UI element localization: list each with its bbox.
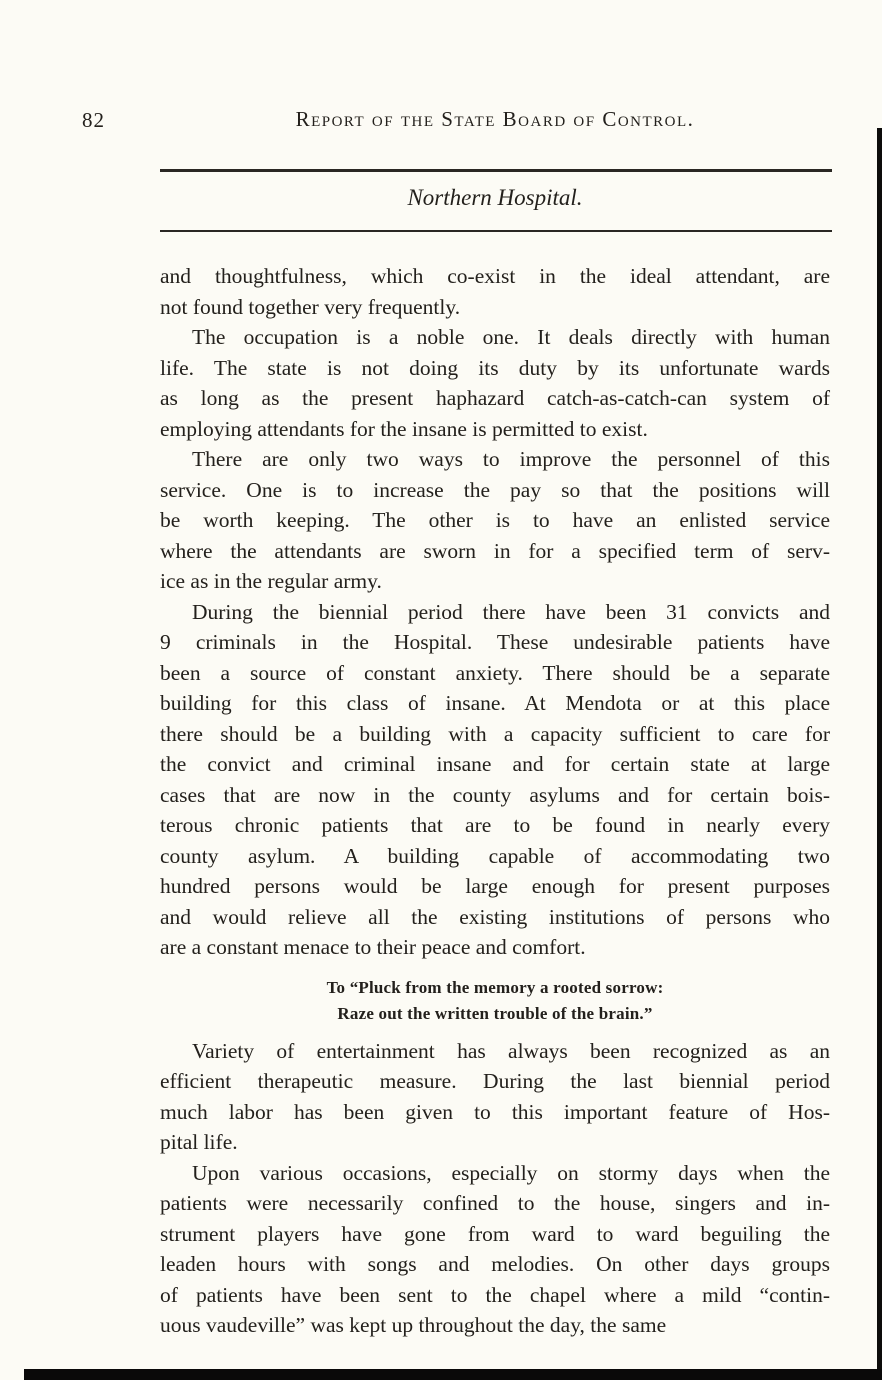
text-line: To “Pluck from the memory a rooted sorrow: [326, 977, 664, 997]
text-line: of patients have been sent to the chapel where a mild “contin- [160, 1282, 830, 1307]
paragraph [160, 1158, 830, 1341]
text-line: much labor has been given to this important feature of Hos- [160, 1099, 830, 1124]
text-line: hundred persons would be large enough for present purposes [160, 874, 830, 898]
text-line: The occupation is a noble one. It deals directly with human [192, 325, 830, 349]
text-line: are a constant menace to their peace and comfort. [160, 935, 586, 959]
text-line: employing attendants for the insane is permitted to exist. [160, 416, 648, 441]
text-line: terous chronic patients that are to be found in nearly every [160, 813, 830, 837]
text-line: life. The state is not doing its duty by its unfortunate wards [160, 355, 830, 380]
page-number: 82 [82, 108, 105, 132]
text-line: 9 criminals in the Hospital. These undesirable patients have [160, 630, 830, 654]
scan-edge-bottom [24, 1369, 882, 1380]
body-text [160, 261, 830, 1341]
text-line: pital life. [160, 1130, 238, 1154]
text-line: the convict and criminal insane and for certain state at large [160, 752, 830, 776]
text-line: service. One is to increase the pay so that the positions will [160, 477, 830, 502]
section-title: Northern Hospital. [407, 185, 583, 210]
divider-rule-bottom [160, 230, 832, 232]
text-line: be worth keeping. The other is to have an enlisted service [160, 508, 830, 532]
text-line: and would relieve all the existing institutions of persons who [160, 904, 830, 929]
text-line: There are only two ways to improve the personnel of this [192, 447, 830, 471]
text-line: as long as the present haphazard catch-as-catch-can system of [160, 386, 830, 410]
text-line: Raze out the written trouble of the brain.” [337, 1003, 653, 1023]
text-line: building for this class of insane. At Mendota or at this place [160, 691, 830, 715]
quote-block [160, 975, 830, 1027]
text-line: been a source of constant anxiety. There should be a separate [160, 660, 830, 685]
text-line: where the attendants are sworn in for a specified term of serv- [160, 538, 830, 563]
paragraph [160, 444, 830, 597]
text-line: not found together very frequently. [160, 294, 461, 319]
text-line: Upon various occasions, especially on stormy days when the [192, 1160, 830, 1185]
text-line: leaden hours with songs and melodies. On other days groups [160, 1252, 830, 1276]
text-line: there should be a building with a capacity sufficient to care for [160, 721, 830, 746]
divider-rule-top [160, 169, 832, 172]
running-title: Report of the State Board of Control. [295, 107, 695, 131]
text-line: patients were necessarily confined to the house, singers and in- [160, 1191, 830, 1215]
text-line: cases that are now in the county asylums and for certain bois- [160, 782, 830, 807]
paragraph [160, 322, 830, 444]
page-header [82, 107, 830, 132]
text-line: Variety of entertainment has always been recognized as an [192, 1038, 830, 1063]
paragraph [160, 261, 830, 322]
text-line: strument players have gone from ward to ward beguiling the [160, 1221, 830, 1246]
text-line: county asylum. A building capable of accommodating two [160, 843, 830, 868]
text-line: uous vaudeville” was kept up throughout the day, the same [160, 1313, 667, 1337]
paragraph [160, 597, 830, 963]
text-line: ice as in the regular army. [160, 569, 382, 593]
text-line: During the biennial period there have been 31 convicts and [192, 599, 830, 624]
paragraph [160, 1036, 830, 1158]
text-line: efficient therapeutic measure. During the last biennial period [160, 1069, 830, 1093]
text-line: and thoughtfulness, which co-exist in the ideal attendant, are [160, 264, 830, 288]
scan-edge-right [877, 128, 882, 1380]
